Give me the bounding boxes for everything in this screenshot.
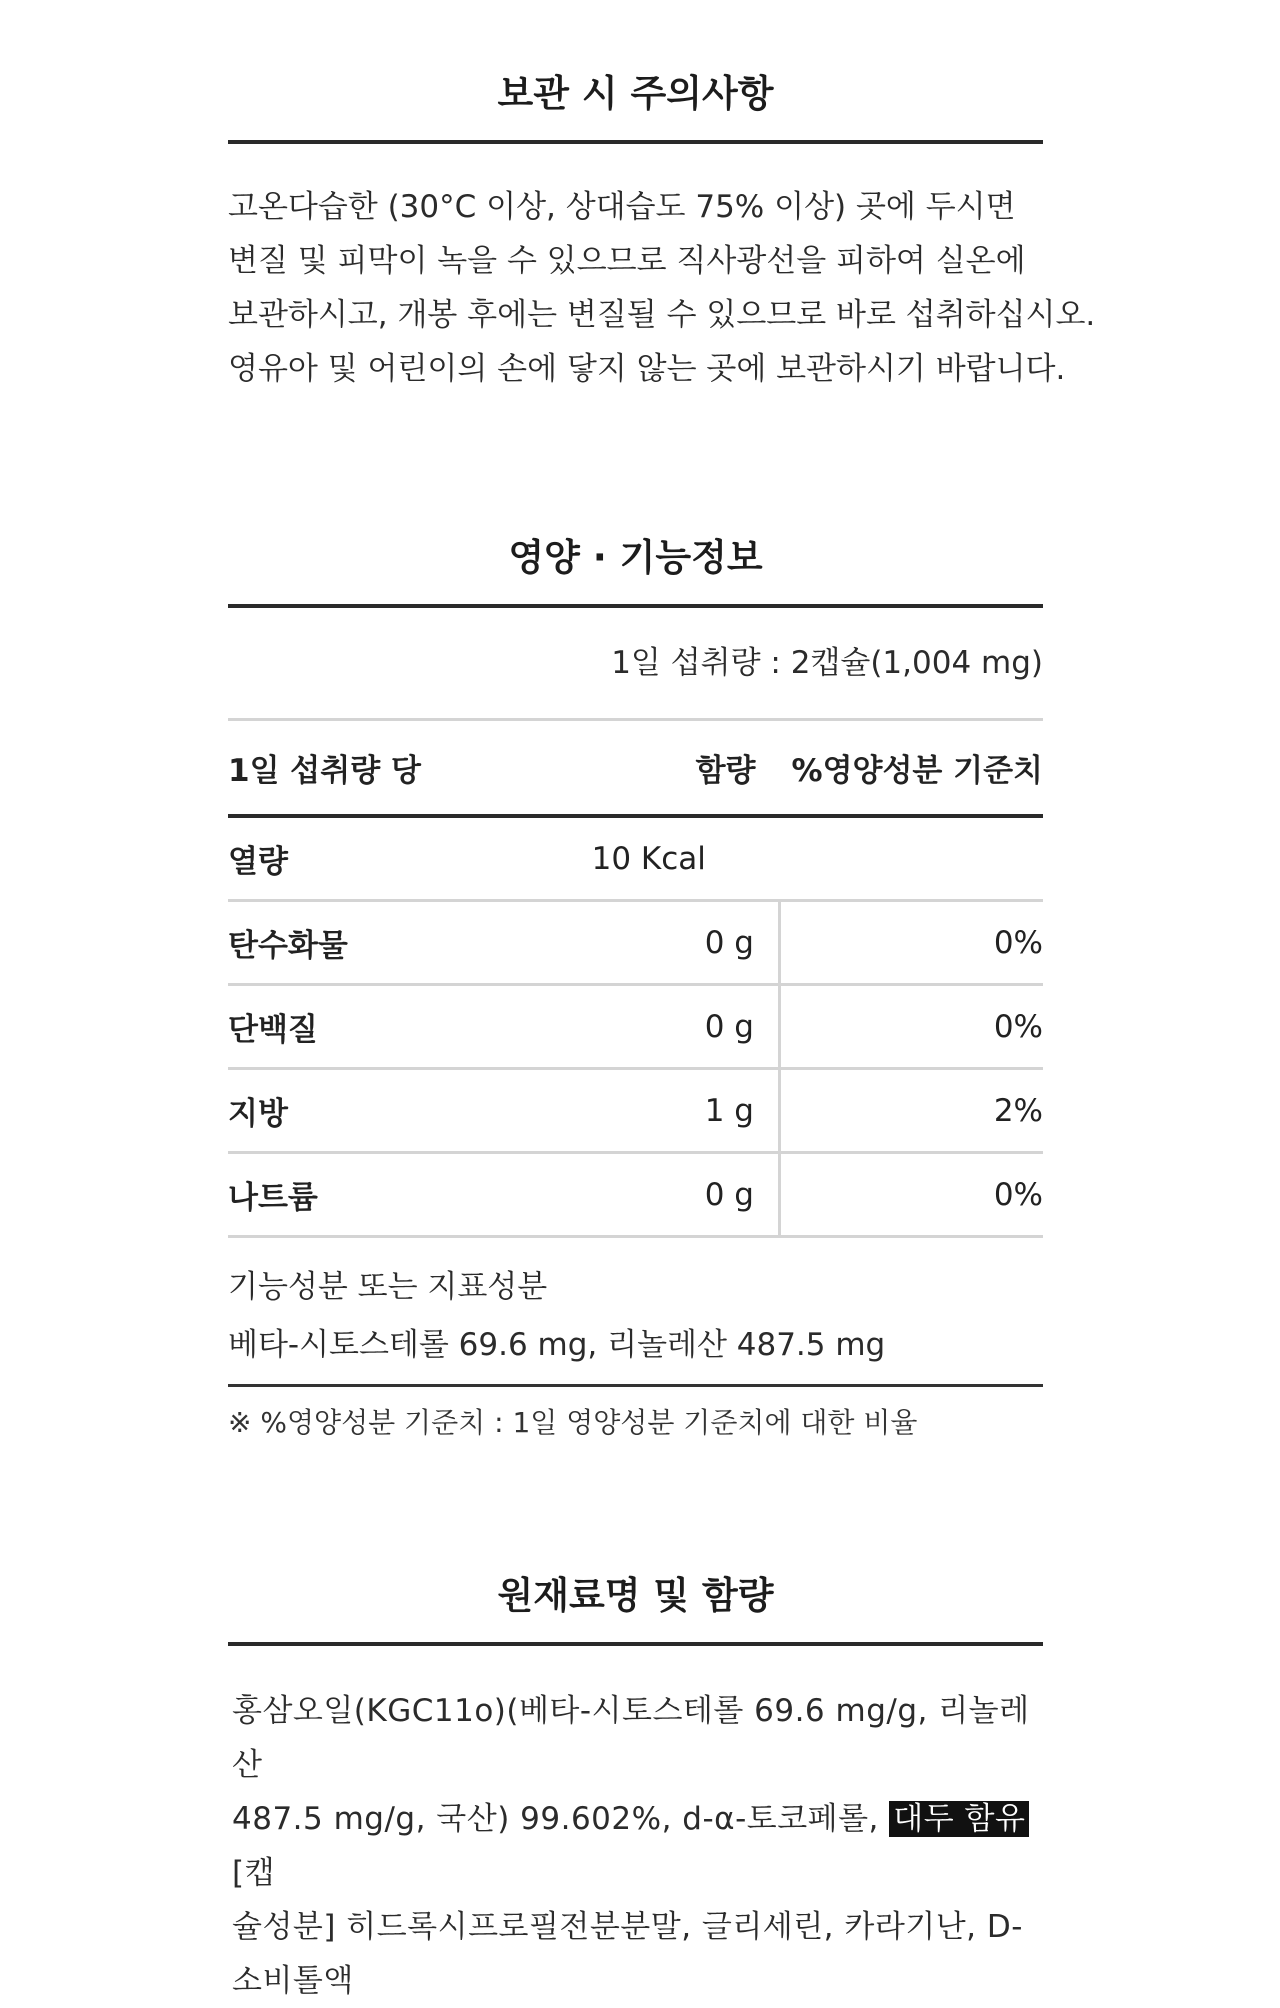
nutrition-table <box>228 721 1043 1238</box>
storage-section <box>228 64 1096 396</box>
nutrient-dv: 2% <box>780 1069 1044 1153</box>
table-row <box>228 1069 1043 1153</box>
allergen-highlight: 대두 함유 <box>889 1801 1029 1837</box>
nutrient-amount: 0 g <box>518 1153 780 1237</box>
nutrient-dv: 0% <box>780 1153 1044 1237</box>
storage-line: 보관하시고, 개봉 후에는 변질될 수 있으므로 바로 섭취하십시오. <box>228 297 1096 333</box>
functional-ingredients <box>228 1238 1043 1387</box>
nutrient-amount: 1 g <box>518 1069 780 1153</box>
header-per-serving: 1일 섭취량 당 <box>228 721 518 816</box>
ingredients-section <box>228 1566 1043 2008</box>
nutrient-dv: 0% <box>780 985 1044 1069</box>
ingredients-title: 원재료명 및 함량 <box>497 1574 774 1617</box>
storage-line: 고온다습한 (30°C 이상, 상대습도 75% 이상) 곳에 두시면 <box>228 189 1016 225</box>
daily-value-footnote: ※ %영양성분 기준치 : 1일 영양성분 기준치에 대한 비율 <box>228 1406 918 1439</box>
nutrition-title: 영양 · 기능정보 <box>508 536 763 579</box>
ingredients-line-part: [캡 <box>232 1855 276 1891</box>
header-amount: 함량 <box>518 721 780 816</box>
functional-label: 기능성분 또는 지표성분 <box>228 1269 548 1305</box>
ingredients-text <box>228 1684 1043 2008</box>
serving-size: 1일 섭취량 : 2캡슐(1,004 mg) <box>228 608 1043 721</box>
nutrient-dv <box>780 816 1044 901</box>
nutrient-name: 지방 <box>228 1069 518 1153</box>
ingredients-divider <box>228 1642 1043 1646</box>
table-header-row <box>228 721 1043 816</box>
nutrient-dv: 0% <box>780 901 1044 985</box>
storage-divider <box>228 140 1043 144</box>
storage-line: 영유아 및 어린이의 손에 닿지 않는 곳에 보관하시기 바랍니다. <box>228 351 1066 387</box>
ingredients-line: 슐성분] 히드록시프로필전분분말, 글리세린, 카라기난, D- <box>232 1909 1023 1945</box>
table-row <box>228 985 1043 1069</box>
table-row <box>228 1153 1043 1237</box>
table-row <box>228 901 1043 985</box>
storage-text <box>228 180 1096 396</box>
ingredients-line: 홍삼오일(KGC11o)(베타-시토스테롤 69.6 mg/g, 리놀레산 <box>232 1693 1030 1783</box>
nutrient-name: 열량 <box>228 816 518 901</box>
header-daily-value: %영양성분 기준치 <box>780 721 1044 816</box>
nutrient-name: 탄수화물 <box>228 901 518 985</box>
nutrient-amount: 10 Kcal <box>518 816 780 901</box>
nutrient-amount: 0 g <box>518 901 780 985</box>
ingredients-line: 소비톨액 <box>232 1963 354 1999</box>
nutrient-amount: 0 g <box>518 985 780 1069</box>
functional-value: 베타-시토스테롤 69.6 mg, 리놀레산 487.5 mg <box>228 1327 886 1363</box>
nutrient-name: 나트륨 <box>228 1153 518 1237</box>
storage-title: 보관 시 주의사항 <box>497 72 774 115</box>
storage-line: 변질 및 피막이 녹을 수 있으므로 직사광선을 피하여 실온에 <box>228 243 1026 279</box>
table-row <box>228 816 1043 901</box>
nutrient-name: 단백질 <box>228 985 518 1069</box>
ingredients-line-part: 487.5 mg/g, 국산) 99.602%, d-α-토코페롤, <box>232 1801 890 1837</box>
nutrition-section <box>228 528 1043 1443</box>
ingredients-line <box>232 1792 1043 1900</box>
